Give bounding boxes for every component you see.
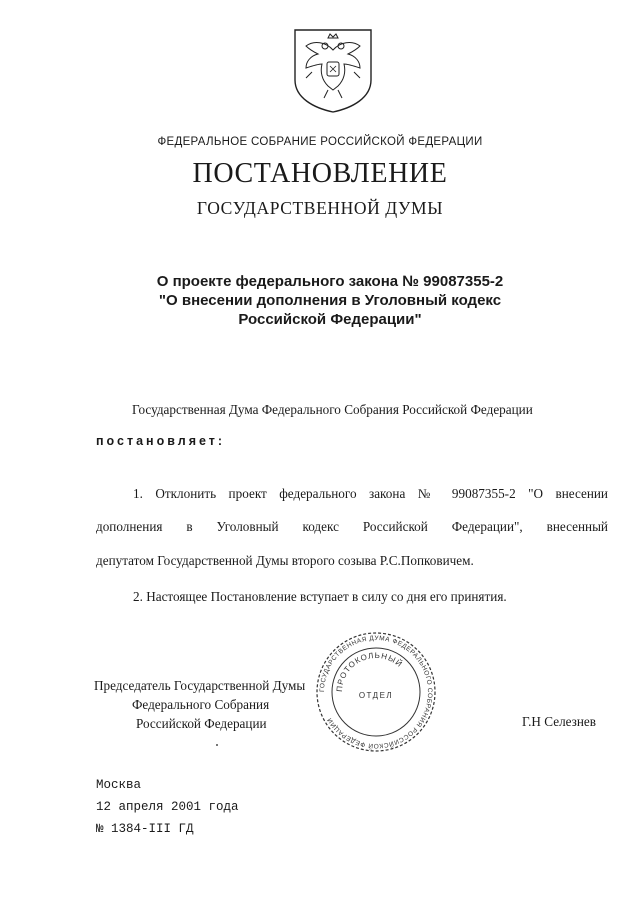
stamp-center-text: ОТДЕЛ: [358, 691, 394, 700]
signatory-position: [94, 676, 305, 733]
position-line: Российской Федерации: [136, 716, 267, 731]
paragraph-2: 2. Настоящее Постановление вступает в силу со дня его принятия.: [133, 589, 507, 604]
russian-coat-of-arms-icon: [292, 28, 374, 114]
paragraph-1-line: 1. Отклонить проект федерального закона № 99087355-2 "О внесении: [133, 486, 608, 501]
paragraph-1-line: дополнения в Уголовный кодекс Российской Федерации", внесенный: [96, 519, 608, 534]
resolves-word: постановляет:: [96, 434, 226, 448]
document-type: ПОСТАНОВЛЕНИЕ: [192, 158, 448, 189]
footer-city: Москва: [96, 778, 142, 792]
paragraph-1-line: депутатом Государственной Думы второго созыва Р.С.Попковичем.: [96, 553, 474, 568]
title-line: "О внесении дополнения в Уголовный кодекс: [158, 292, 502, 309]
footer-date: 12 апреля 2001 года: [96, 800, 239, 814]
position-line: Председатель Государственной Думы: [94, 678, 306, 693]
issuing-body: ГОСУДАРСТВЕННОЙ ДУМЫ: [196, 198, 444, 218]
signatory-name: Г.Н Селезнев: [522, 714, 597, 729]
organization-name: ФЕДЕРАЛЬНОЕ СОБРАНИЕ РОССИЙСКОЙ ФЕДЕРАЦИИ: [157, 136, 483, 148]
document-title: [100, 272, 560, 329]
document-footer: [96, 774, 239, 840]
official-stamp: [314, 630, 438, 754]
preamble: Государственная Дума Федерального Собрания Российской Федерации: [132, 402, 533, 417]
svg-text:ПРОТОКОЛЬНЫЙ: [335, 651, 405, 692]
title-line: Российской Федерации": [238, 311, 422, 328]
title-line: О проекте федерального закона № 99087355-2: [156, 273, 504, 290]
position-line: Федерального Собрания: [132, 697, 270, 712]
scan-speck: [216, 744, 218, 746]
stamp-inner-text: ПРОТОКОЛЬНЫЙ: [334, 650, 405, 693]
stamp-outer-text: ГОСУДАРСТВЕННАЯ ДУМА ФЕДЕРАЛЬНОГО СОБРАНИЯ РОССИЙСКОЙ ФЕДЕРАЦИИ: [318, 634, 434, 750]
footer-number: № 1384-III ГД: [96, 822, 194, 836]
